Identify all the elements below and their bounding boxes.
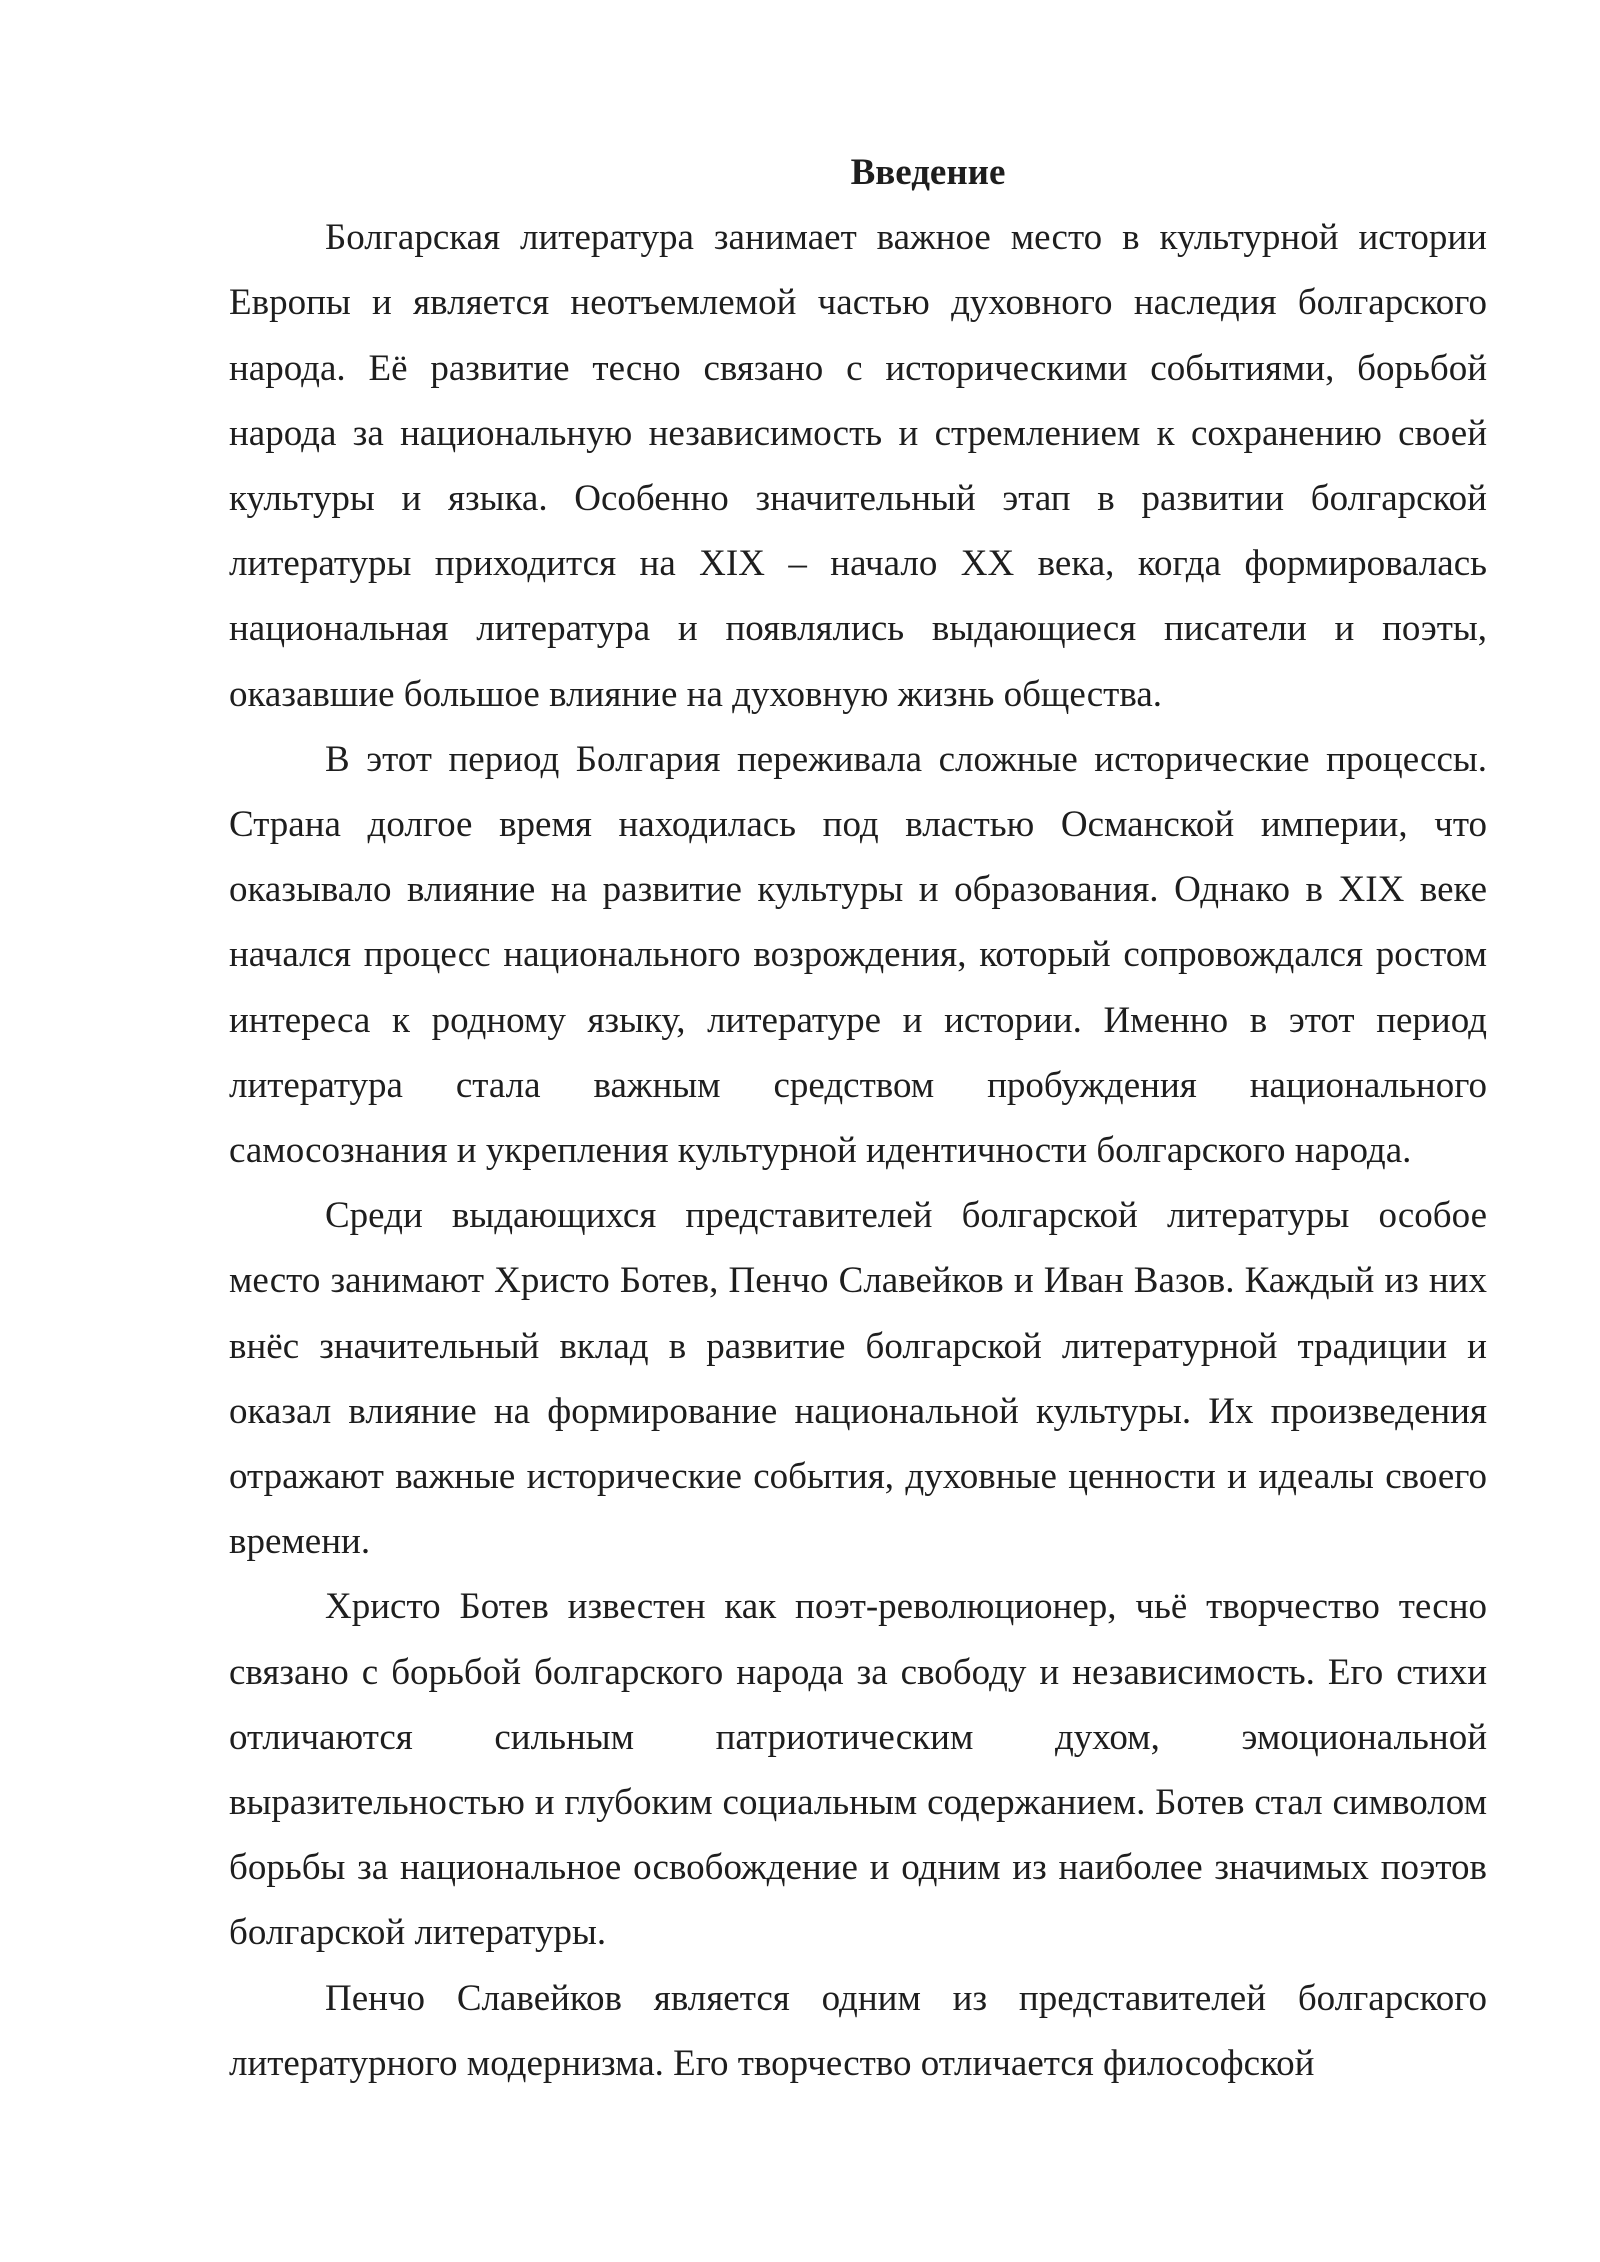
paragraph-1: Болгарская литература занимает важное место в культурной истории Европы и является неотъемлемой частью духовного наследия болгарского народа. Её развитие тесно связано с историческими событиями, борьбой народа за национальную независимость и стремлением к сохранению своей культуры и языка. Особенно значительный этап в развитии болгарской литературы приходится на XIX – начало XX века, когда формировалась национальная литература и появлялись выдающиеся писатели и поэты, оказавшие большое влияние на духовную жизнь общества. (229, 217, 1487, 715)
paragraph-2: В этот период Болгария переживала сложные исторические процессы. Страна долгое время находилась под властью Османской империи, что оказывало влияние на развитие культуры и образования. Однако в XIX веке начался процесс национального возрождения, который сопровождался ростом интереса к родному языку, литературе и истории. Именно в этот период литература стала важным средством пробуждения национального самосознания и укрепления культурной идентичности болгарского народа. (229, 738, 1487, 1172)
paragraph-5: Пенчо Славейков является одним из представителей болгарского литературного модернизма. Его творчество отличается философской (229, 1977, 1487, 2084)
paragraph-3: Среди выдающихся представителей болгарской литературы особое место занимают Христо Ботев, Пенчо Славейков и Иван Вазов. Каждый из них внёс значительный вклад в развитие болгарской литературной традиции и оказал влияние на формирование национальной культуры. Их произведения отражают важные исторические события, духовные ценности и идеалы своего времени. (229, 1195, 1487, 1563)
paragraph-4: Христо Ботев известен как поэт-революционер, чьё творчество тесно связано с борьбой болгарского народа за свободу и независимость. Его стихи отличаются сильным патриотическим духом, эмоциональной выразительностью и глубоким социальным содержанием. Ботев стал символом борьбы за национальное освобождение и одним из наиболее значимых поэтов болгарской литературы. (229, 1586, 1487, 1954)
document-title: Введение (850, 152, 1006, 193)
document-body (229, 140, 1487, 2096)
